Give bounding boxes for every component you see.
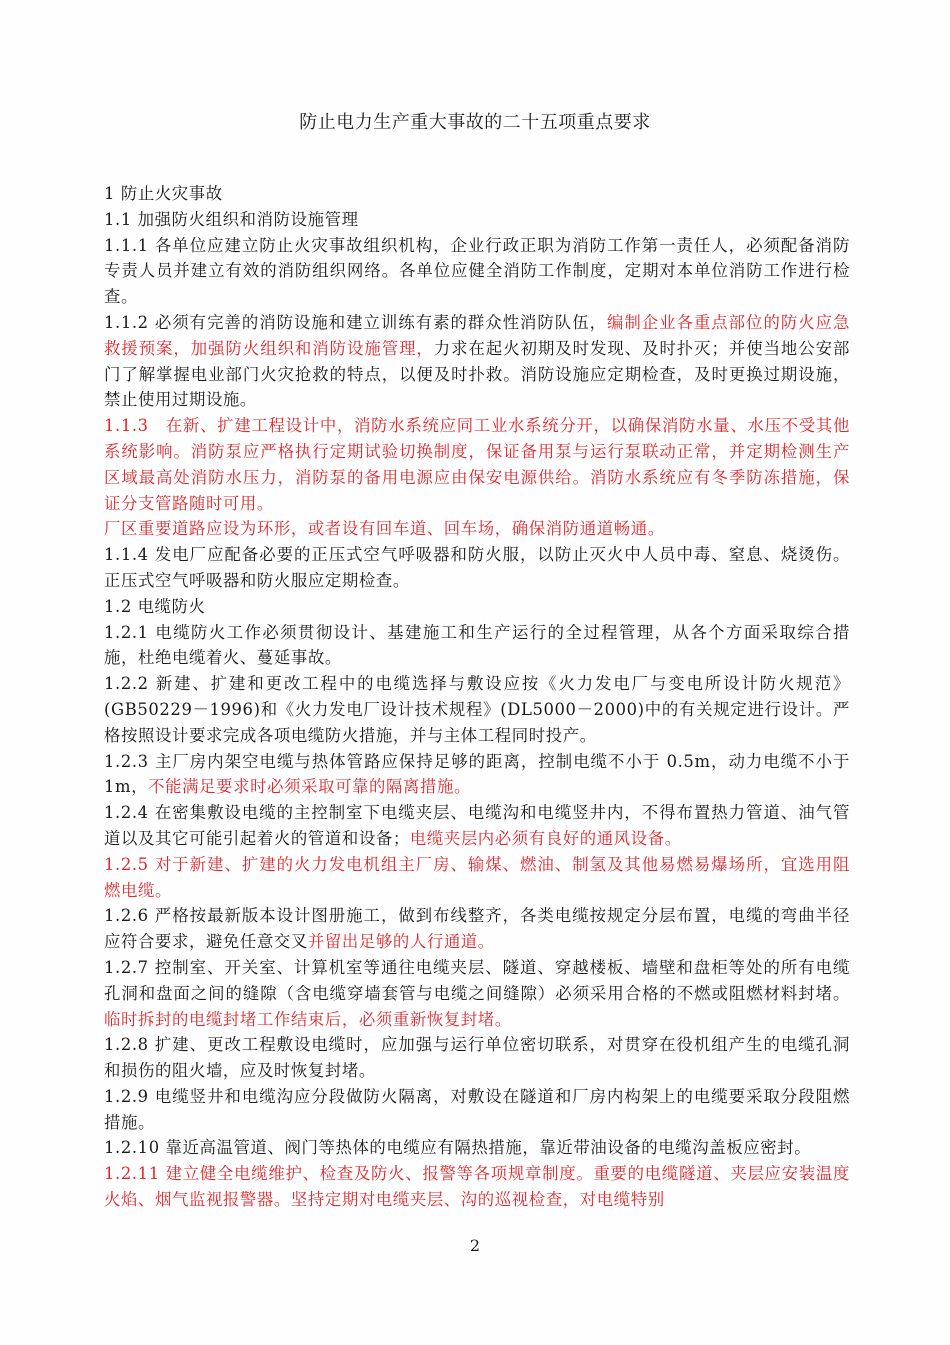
clause-paragraph <box>104 542 850 594</box>
clause-paragraph <box>104 310 850 413</box>
paragraph-text: 1.1.4 发电厂应配备必要的正压式空气呼吸器和防火服，以防止灭火中人员中毒、窒息、烧烫伤。正压式空气呼吸器和防火服应定期检查。 <box>104 545 850 590</box>
highlighted-text: 1.2.11 建立健全电缆维护、检查及防火、报警等各项规章制度。重要的电缆隧道、夹层应安装温度火焰、烟气监视报警器。坚持定期对电缆夹层、沟的巡视检查，对电缆特别 <box>104 1164 850 1210</box>
clause-paragraph <box>104 233 850 310</box>
paragraph-text: 1.2.3 主厂房内架空电缆与热体管路应保持足够的距离，控制电缆不小于 0.5m，动力电缆不小于 1m， <box>104 751 850 797</box>
section-heading: 1 防止火灾事故 <box>104 184 223 203</box>
paragraph-text: 1.2.6 严格按最新版本设计图册施工，做到布线整齐，各类电缆按规定分层布置，电缆的弯曲半径应符合要求，避免任意交叉 <box>104 906 850 952</box>
highlighted-text: 电缆夹层内必须有良好的通风设备。 <box>409 828 682 848</box>
clause-paragraph <box>104 1161 850 1213</box>
clause-paragraph <box>104 620 850 672</box>
highlighted-text: 厂区重要道路应设为环形，或者设有回车道、回车场，确保消防通道畅通。 <box>104 519 665 539</box>
paragraph-text: 1.2.7 控制室、开关室、计算机室等通往电缆夹层、隧道、穿越楼板、墙壁和盘柜等处的所有电缆孔洞和盘面之间的缝隙（含电缆穿墙套管与电缆之间缝隙）必须采用合格的不燃或阻燃材料封堵。 <box>104 957 850 1003</box>
clause-paragraph <box>104 1032 850 1084</box>
highlighted-text: 编制企业各重点部位的防火应急救援预案，加强防火组织和消防设施管理， <box>104 312 850 358</box>
clause-paragraph <box>104 852 850 904</box>
paragraph-text: 1.2.1 电缆防火工作必须贯彻设计、基建施工和生产运行的全过程管理，从各个方面采取综合措施，杜绝电缆着火、蔓延事故。 <box>104 622 850 668</box>
clause-paragraph <box>104 413 850 516</box>
paragraph-text: 1.1.1 各单位应建立防止火灾事故组织机构，企业行政正职为消防工作第一责任人，必须配备消防专责人员并建立有效的消防组织网络。各单位应健全消防工作制度，定期对本单位消防工作进行检查。 <box>104 235 850 307</box>
section-heading: 1.2 电缆防火 <box>104 596 206 616</box>
paragraph-text: 1.2.10 靠近高温管道、阀门等热体的电缆应有隔热措施，靠近带油设备的电缆沟盖板应密封。 <box>104 1138 812 1158</box>
clause-paragraph <box>104 749 850 801</box>
paragraph-text: 1.2.2 新建、扩建和更改工程中的电缆选择与敷设应按《火力发电厂与变电所设计防火规范》(GB50229－1996)和《火力发电厂设计技术规程》(DL5000－2000)中的有关规定进行设计。严格按照设计要求完成各项电缆防火措施，并与主体工程同时投产。 <box>104 674 850 745</box>
highlighted-text: 1.1.3 在新、扩建工程设计中，消防水系统应同工业水系统分开，以确保消防水量、水压不受其他系统影响。消防泵应严格执行定期试验切换制度，保证备用泵与运行泵联动正常，并定期检测生产区域最高处消防水压力，消防泵的备用电源应由保安电源供给。消防水系统应有冬季防冻措施，保证分支管路随时可用。 <box>104 416 850 513</box>
highlighted-text: 1.2.5 对于新建、扩建的火力发电机组主厂房、输煤、燃油、制氢及其他易燃易爆场所，宜选用阻燃电缆。 <box>104 854 850 900</box>
clause-paragraph <box>104 1084 850 1136</box>
paragraph-text: 1.2.8 扩建、更改工程敷设电缆时，应加强与运行单位密切联系，对贯穿在役机组产生的电缆孔洞和损伤的阻火墙，应及时恢复封堵。 <box>104 1035 850 1081</box>
clause-paragraph <box>104 671 850 748</box>
paragraph-text: 力求在起火初期及时发现、及时扑灭；并使当地公安部门了解掌握电业部门火灾抢救的特点，以便及时扑救。消防设施应定期检查，及时更换过期设施，禁止使用过期设施。 <box>104 338 850 410</box>
highlighted-text: 不能满足要求时必须采取可靠的隔离措施。 <box>148 777 471 797</box>
highlighted-text: 临时拆封的电缆封堵工作结束后，必须重新恢复封堵。 <box>104 1009 512 1029</box>
paragraph-text: 1.1.2 必须有完善的消防设施和建立训练有素的群众性消防队伍， <box>104 312 607 332</box>
document-title: 防止电力生产重大事故的二十五项重点要求 <box>299 112 651 133</box>
paragraph-text: 1.2.4 在密集敷设电缆的主控制室下电缆夹层、电缆沟和电缆竖井内，不得布置热力管道、油气管道以及其它可能引起着火的管道和设备； <box>104 803 850 848</box>
clause-paragraph <box>104 955 850 1032</box>
section-heading: 1.1 加强防火组织和消防设施管理 <box>104 209 359 229</box>
clause-paragraph <box>104 516 850 542</box>
document-body <box>104 181 850 1213</box>
clause-paragraph <box>104 800 850 852</box>
clause-paragraph <box>104 1135 850 1161</box>
highlighted-text: 并留出足够的人行通道。 <box>307 932 495 952</box>
paragraph-text: 1.2.9 电缆竖井和电缆沟应分段做防火隔离，对敷设在隧道和厂房内构架上的电缆要采取分段阻燃措施。 <box>104 1086 850 1132</box>
clause-paragraph <box>104 903 850 955</box>
page-number: 2 <box>469 1236 481 1255</box>
